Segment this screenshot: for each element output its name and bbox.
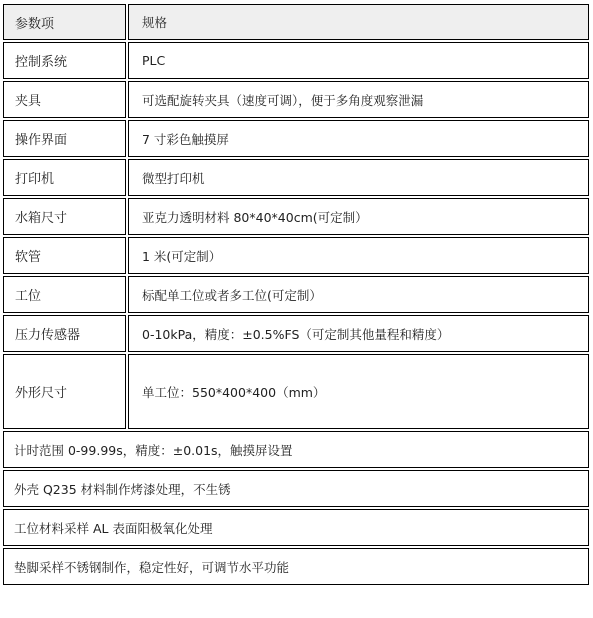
spec-cell: 0-10kPa，精度：±0.5%FS（可定制其他量程和精度） — [128, 315, 589, 352]
table-header-row — [3, 4, 589, 40]
param-cell: 控制系统 — [3, 42, 126, 79]
spec-cell: 亚克力透明材料 80*40*40cm(可定制） — [128, 198, 589, 235]
table-row — [3, 159, 589, 196]
spec-cell: 标配单工位或者多工位(可定制） — [128, 276, 589, 313]
table-row — [3, 81, 589, 118]
spec-cell: 可选配旋转夹具（速度可调），便于多角度观察泄漏 — [128, 81, 589, 118]
header-param-cell: 参数项 — [3, 4, 126, 40]
note-row — [3, 470, 589, 507]
note-row — [3, 509, 589, 546]
param-cell: 操作界面 — [3, 120, 126, 157]
param-cell: 软管 — [3, 237, 126, 274]
note-cell: 垫脚采样不锈钢制作，稳定性好，可调节水平功能 — [3, 548, 589, 585]
note-cell: 外壳 Q235 材料制作烤漆处理，不生锈 — [3, 470, 589, 507]
spec-cell: PLC — [128, 42, 589, 79]
spec-cell: 1 米(可定制） — [128, 237, 589, 274]
table-row — [3, 237, 589, 274]
table-row — [3, 276, 589, 313]
spec-cell: 微型打印机 — [128, 159, 589, 196]
param-cell: 工位 — [3, 276, 126, 313]
param-cell: 外形尺寸 — [3, 354, 126, 429]
param-cell: 水箱尺寸 — [3, 198, 126, 235]
note-cell: 工位材料采样 AL 表面阳极氧化处理 — [3, 509, 589, 546]
header-spec-cell: 规格 — [128, 4, 589, 40]
param-cell: 夹具 — [3, 81, 126, 118]
note-row — [3, 548, 589, 585]
spec-cell: 单工位：550*400*400（mm） — [128, 354, 589, 429]
spec-cell: 7 寸彩色触摸屏 — [128, 120, 589, 157]
table-row — [3, 42, 589, 79]
spec-table-container — [1, 2, 591, 587]
table-row — [3, 315, 589, 352]
spec-table — [1, 2, 591, 587]
table-row — [3, 354, 589, 429]
param-cell: 压力传感器 — [3, 315, 126, 352]
table-row — [3, 120, 589, 157]
note-cell: 计时范围 0-99.99s，精度：±0.01s，触摸屏设置 — [3, 431, 589, 468]
table-row — [3, 198, 589, 235]
note-row — [3, 431, 589, 468]
param-cell: 打印机 — [3, 159, 126, 196]
